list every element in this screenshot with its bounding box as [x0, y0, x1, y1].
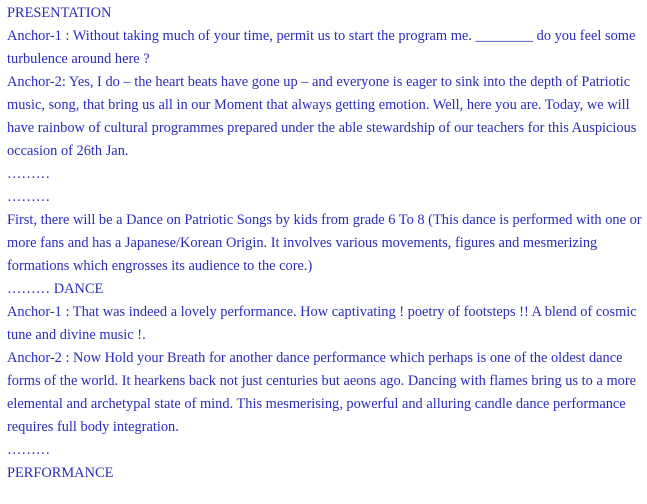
dance-marker: ……… DANCE — [7, 281, 104, 297]
heading-performance: PERFORMANCE — [7, 465, 114, 481]
anchor1-intro-paragraph: Anchor-1 : Without taking much of your time, permit us to start the program me. ________ do you feel some turbulence around here ? — [7, 28, 636, 67]
ellipsis-separator: ……… — [7, 166, 51, 182]
first-dance-paragraph: First, there will be a Dance on Patriotic Songs by kids from grade 6 To 8 (This dance is performed with one or more fans and has a Japanese/Korean Origin. It involves various movements, figures and mesmerizing formations which engrosses its audience to the core.) — [7, 212, 642, 274]
anchor1-after-dance-paragraph: Anchor-1 : That was indeed a lovely performance. How captivating ! poetry of footsteps !! A blend of cosmic tune and divine music !. — [7, 304, 637, 343]
anchor2-candle-dance-paragraph: Anchor-2 : Now Hold your Breath for another dance performance which perhaps is one of the oldest dance forms of the world. It hearkens back not just centuries but aeons ago. Dancing with flames bring us to a more elemental and archetypal state of mind. This mesmerising, powerful and alluring candle dance performance requires full body integration. — [7, 350, 637, 435]
anchor2-intro-paragraph: Anchor-2: Yes, I do – the heart beats have gone up – and everyone is eager to sink into the depth of Patriotic music, song, that bring us all in our Moment that always getting emotion. Well, here you are. Today, we will have rainbow of cultural programmes prepared under the able stewardship of our teachers for this Auspicious occasion of 26th Jan. — [7, 74, 637, 159]
ellipsis-separator: ……… — [7, 189, 51, 205]
heading-presentation: PRESENTATION — [7, 5, 112, 21]
ellipsis-separator: ……… — [7, 442, 51, 458]
